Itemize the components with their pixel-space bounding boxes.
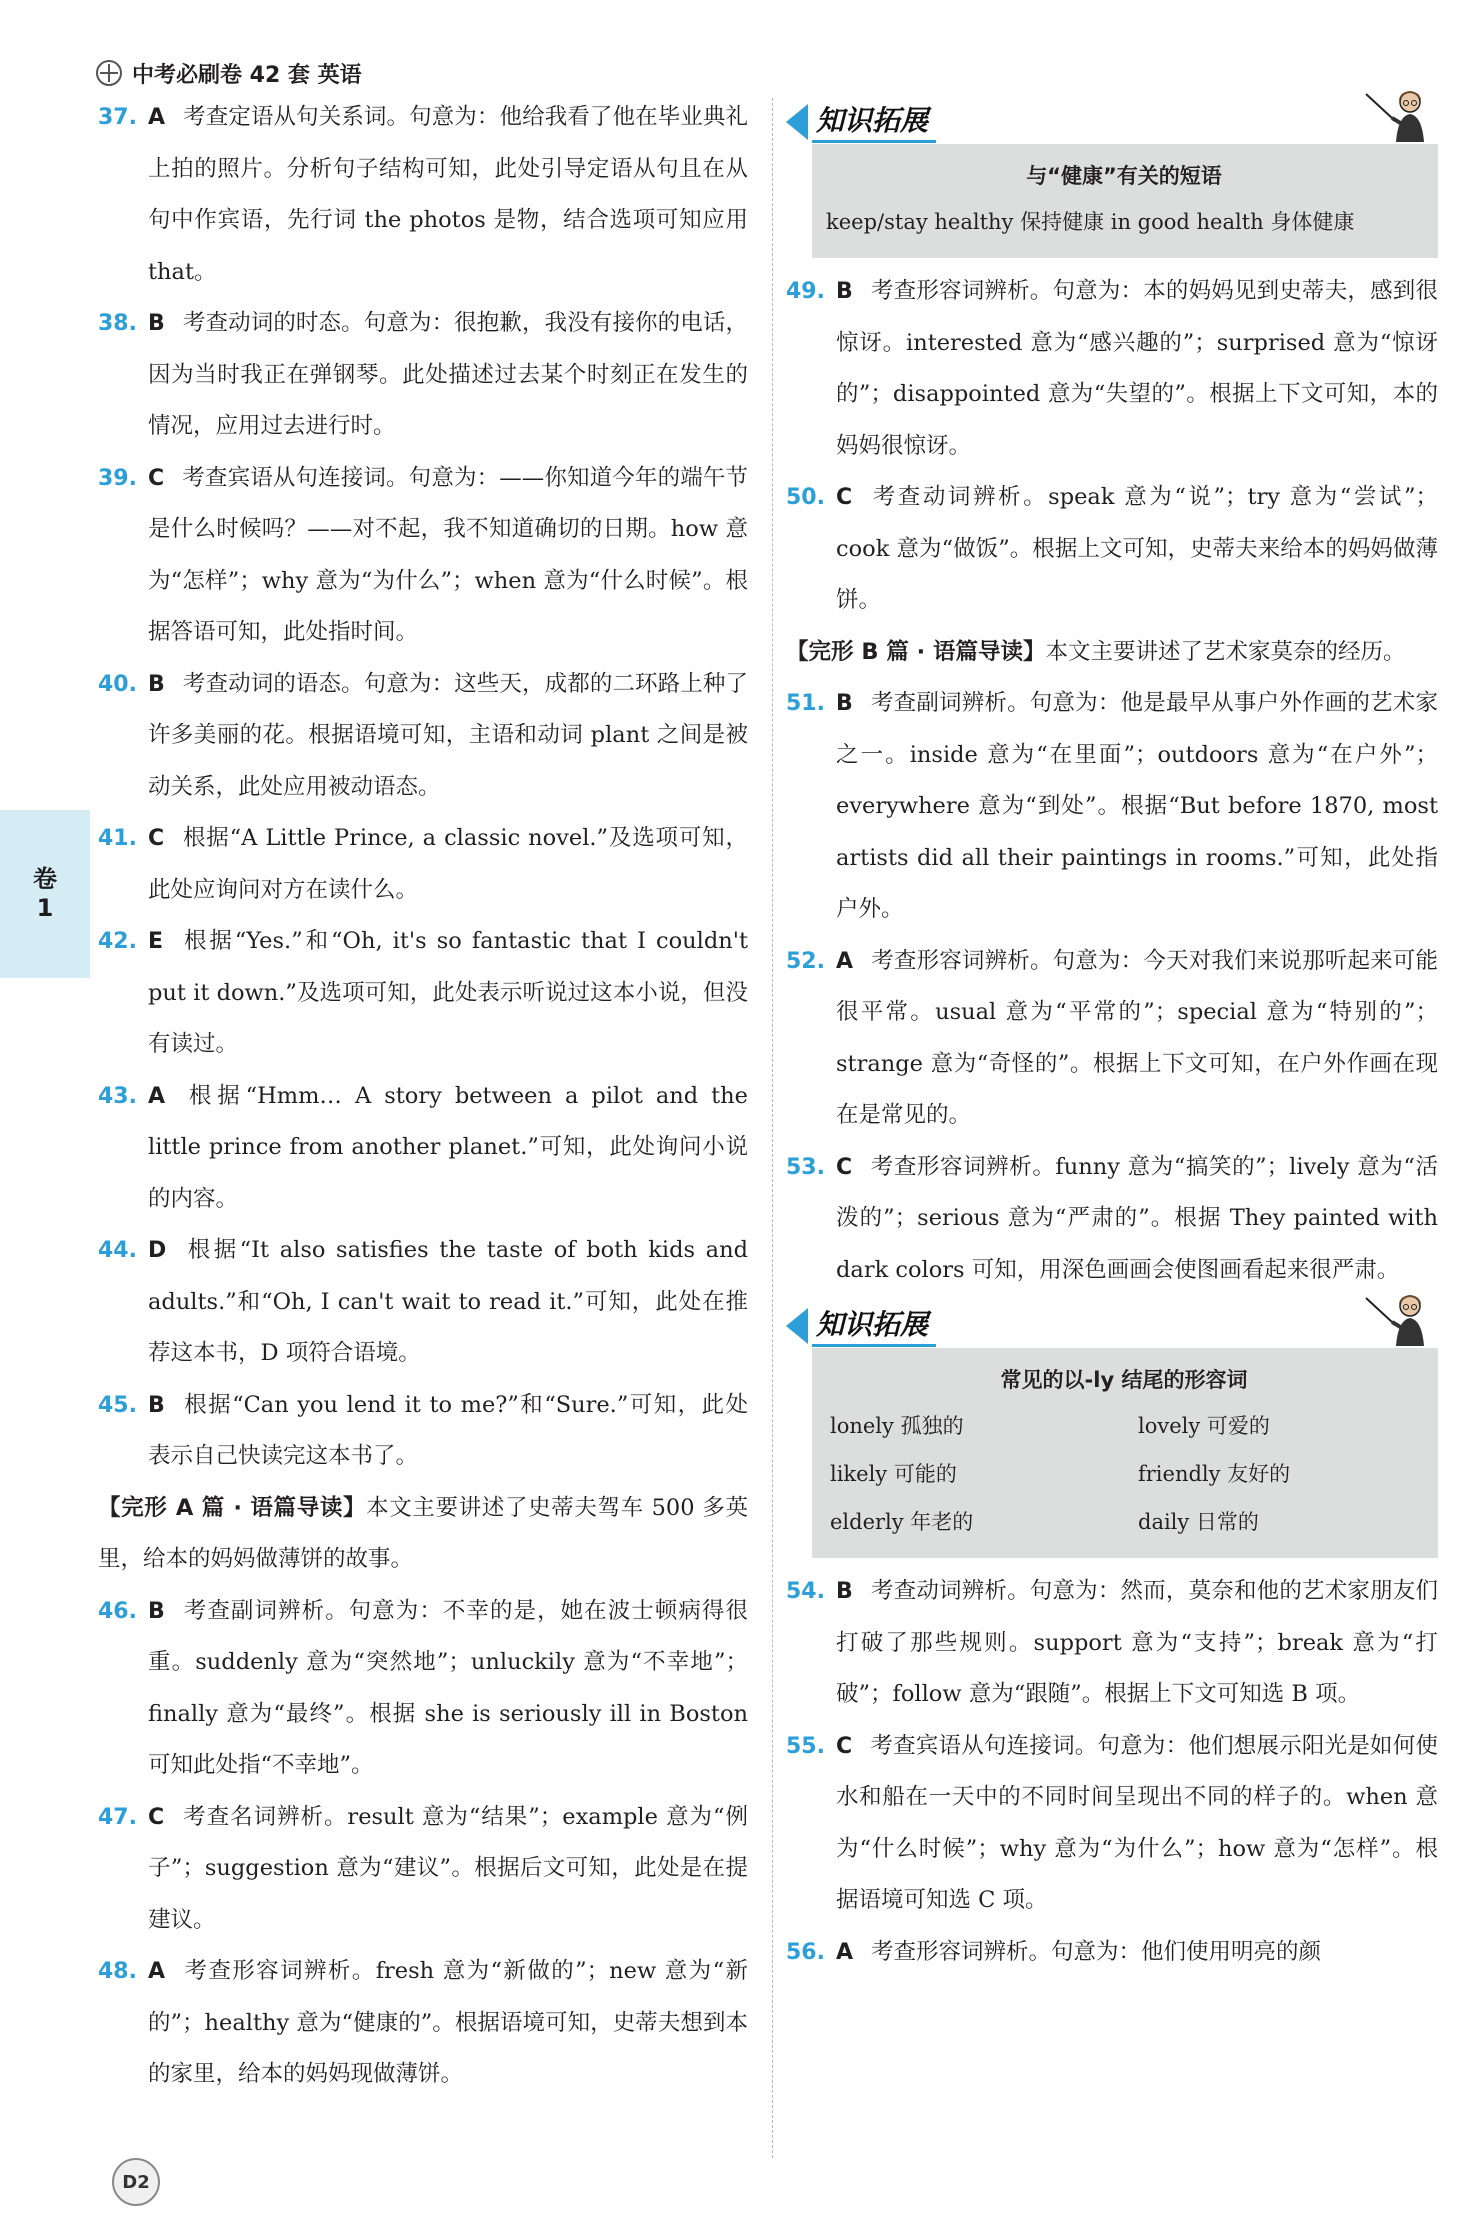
arrow-icon (786, 1308, 808, 1344)
answer-entry (98, 813, 748, 916)
answer-explanation: 考查形容词辨析。句意为：本的妈妈见到史蒂夫，感到很惊讶。interested 意为“感兴趣的”；surprised 意为“惊讶的”；disappointed 意为“失望的”。根据上下文可知，本的妈妈很惊讶。 (836, 278, 1438, 459)
answer-entry (786, 1721, 1438, 1927)
question-number: 53. (786, 1154, 825, 1180)
question-number: 51. (786, 691, 825, 716)
knowledge-word: likely 可能的 (830, 1462, 957, 1486)
question-number: 37. (98, 105, 137, 130)
question-number: 52. (786, 948, 825, 974)
answer-explanation: 根据“Yes.”和“Oh, it's so fantastic that I couldn't put it down.”及选项可知，此处表示听说过这本小说，但没有读过。 (148, 928, 748, 1057)
answer-letter: C (148, 465, 165, 491)
question-number: 41. (98, 826, 137, 851)
answer-entry (786, 1927, 1438, 1979)
answer-letter: B (148, 311, 165, 336)
answer-entry (786, 936, 1438, 1142)
answer-entry (786, 678, 1438, 936)
answer-letter: A (836, 1939, 854, 1965)
question-number: 55. (786, 1733, 825, 1759)
answer-explanation: 考查定语从句关系词。句意为：他给我看了他在毕业典礼上拍的照片。分析句子结构可知，此处引导定语从句且在从句中作宾语，先行词 the photos 是物，结合选项可知应用 that。 (148, 104, 748, 285)
answer-explanation: 考查副词辨析。句意为：不幸的是，她在波士顿病得很重。suddenly 意为“突然地”；unluckily 意为“不幸地”；finally 意为“最终”。根据 she is seriously ill in Boston 可知此处指“不幸地”。 (148, 1597, 748, 1778)
answer-entry (98, 659, 748, 814)
question-number: 47. (98, 1804, 137, 1830)
passage-guide-text: 本文主要讲述了史蒂夫驾车 500 多英里，给本的妈妈做薄饼的故事。 (98, 1494, 748, 1572)
knowledge-word: lonely 孤独的 (830, 1414, 964, 1438)
question-number: 43. (98, 1083, 137, 1109)
question-number: 54. (786, 1579, 825, 1604)
knowledge-box (786, 96, 1438, 258)
answer-letter: A (836, 948, 854, 974)
page-number: D2 (122, 2171, 150, 2193)
knowledge-grid (826, 1402, 1422, 1546)
answer-letter: A (148, 1083, 166, 1109)
knowledge-word: friendly 友好的 (1138, 1462, 1291, 1486)
answer-explanation: 考查形容词辨析。句意为：今天对我们来说那听起来可能很平常。usual 意为“平常的”；special 意为“特别的”；strange 意为“奇怪的”。根据上下文可知，在户外作画在现在是常见的。 (836, 947, 1438, 1128)
knowledge-box-subtitle: 与“健康”有关的短语 (1026, 164, 1222, 188)
knowledge-box-body (812, 1348, 1438, 1558)
answer-explanation: 根据“It also satisfies the taste of both kids and adults.”和“Oh, I can't wait to read it.”可知，此处在推荐这本书，D 项符合语境。 (148, 1237, 748, 1366)
answer-letter: B (148, 1392, 165, 1418)
answer-letter: C (148, 1804, 165, 1830)
question-number: 42. (98, 929, 137, 954)
answer-letter: E (148, 929, 164, 954)
knowledge-word: elderly 年老的 (830, 1510, 974, 1534)
answer-entry (98, 453, 748, 659)
volume-tab-label: 卷 (33, 865, 57, 894)
answer-explanation: 根据“Hmm… A story between a pilot and the little prince from another planet.”可知，此处询问小说的内容。 (148, 1082, 748, 1212)
arrow-icon (786, 104, 808, 140)
answer-entry (786, 1566, 1438, 1721)
answer-entry (786, 1142, 1438, 1297)
knowledge-box-title: 知识拓展 (812, 1306, 936, 1347)
answer-letter: B (836, 279, 853, 304)
answer-entry (786, 472, 1438, 627)
answer-explanation: 考查宾语从句连接词。句意为：——你知道今年的端午节是什么时候吗？——对不起，我不知道确切的日期。how 意为“怎样”；why 意为“为什么”；when 意为“什么时候”。根据答语可知，此处指时间。 (148, 464, 748, 645)
knowledge-box-body (812, 144, 1438, 258)
passage-guide-tag: 【完形 A 篇 · 语篇导读】 (98, 1494, 367, 1521)
passage-guide (98, 1483, 748, 1586)
answer-entry (98, 1225, 748, 1380)
question-number: 50. (786, 485, 825, 510)
header-title: 中考必刷卷 42 套 英语 (132, 62, 362, 88)
question-number: 45. (98, 1392, 137, 1418)
answer-explanation: 考查名词辨析。result 意为“结果”；example 意为“例子”；suggestion 意为“建议”。根据后文可知，此处是在提建议。 (148, 1803, 748, 1933)
knowledge-box-title: 知识拓展 (812, 102, 936, 143)
question-number: 39. (98, 465, 137, 491)
answer-letter: A (148, 105, 166, 130)
answer-letter: B (836, 691, 853, 716)
answer-letter: B (148, 671, 165, 697)
answer-entry (98, 1380, 748, 1483)
column-divider (772, 98, 774, 2158)
volume-tab-number: 1 (36, 894, 54, 922)
answer-letter: C (836, 1154, 853, 1180)
answer-letter: B (148, 1598, 165, 1624)
knowledge-word: lovely 可爱的 (1138, 1414, 1270, 1438)
knowledge-box-header (786, 1300, 1438, 1348)
answer-explanation: 考查形容词辨析。fresh 意为“新做的”；new 意为“新的”；healthy 意为“健康的”。根据语境可知，史蒂夫想到本的家里，给本的妈妈现做薄饼。 (148, 1958, 748, 2087)
knowledge-box-header (786, 96, 1438, 144)
answer-entry (98, 92, 748, 298)
knowledge-box (786, 1300, 1438, 1558)
answer-entry (98, 916, 748, 1071)
teacher-pointer-icon (1362, 84, 1432, 144)
page-number-badge (112, 2158, 160, 2206)
answer-explanation: 考查副词辨析。句意为：他是最早从事户外作画的艺术家之一。inside 意为“在里面”；outdoors 意为“在户外”；everywhere 意为“到处”。根据“But before 1870, most artists did all their paintings in rooms.”可知，此处指户外。 (836, 690, 1438, 922)
answer-explanation: 考查动词辨析。句意为：然而，莫奈和他的艺术家朋友们打破了那些规则。support 意为“支持”；break 意为“打破”；follow 意为“跟随”。根据上下文可知选 B 项。 (836, 1578, 1438, 1707)
answer-explanation: 考查形容词辨析。funny 意为“搞笑的”；lively 意为“活泼的”；serious 意为“严肃的”。根据 They painted with dark colors 可知，用深色画画会使图画看起来很严肃。 (836, 1153, 1438, 1283)
answer-entry (98, 298, 748, 453)
answer-entry (98, 1586, 748, 1792)
answer-entry (98, 1792, 748, 1947)
question-number: 40. (98, 671, 137, 697)
passage-guide-tag: 【完形 B 篇 · 语篇导读】 (786, 638, 1046, 665)
question-number: 56. (786, 1939, 825, 1965)
answer-letter: D (148, 1238, 167, 1263)
volume-tab (0, 810, 90, 978)
answer-letter: C (836, 1733, 853, 1759)
knowledge-word: daily 日常的 (1138, 1510, 1259, 1534)
question-number: 38. (98, 311, 137, 336)
book-logo-icon (96, 60, 122, 86)
answer-entry (786, 266, 1438, 472)
answer-explanation: 考查宾语从句连接词。句意为：他们想展示阳光是如何使水和船在一天中的不同时间呈现出不同的样子的。when 意为“什么时候”；why 意为“为什么”；how 意为“怎样”。根据语境可知选 C 项。 (836, 1732, 1438, 1913)
answer-explanation: 考查动词的时态。句意为：很抱歉，我没有接你的电话，因为当时我正在弹钢琴。此处描述过去某个时刻正在发生的情况，应用过去进行时。 (148, 310, 748, 439)
right-column (786, 92, 1438, 1978)
answer-explanation: 根据“Can you lend it to me?”和“Sure.”可知，此处表示自己快读完这本书了。 (148, 1391, 748, 1469)
page-header (96, 55, 362, 91)
answer-explanation: 考查动词的语态。句意为：这些天，成都的二环路上种了许多美丽的花。根据语境可知，主语和动词 plant 之间是被动关系，此处应用被动语态。 (148, 670, 748, 800)
teacher-pointer-icon (1362, 1288, 1432, 1348)
passage-guide (786, 627, 1438, 679)
left-column (98, 92, 748, 2101)
passage-guide-text: 本文主要讲述了艺术家莫奈的经历。 (1045, 638, 1406, 665)
question-number: 44. (98, 1238, 137, 1263)
knowledge-box-subtitle: 常见的以-ly 结尾的形容词 (1000, 1368, 1248, 1392)
answer-letter: C (148, 826, 165, 851)
answer-letter: B (836, 1579, 853, 1604)
answer-letter: C (836, 485, 853, 510)
answer-explanation: 根据“A Little Prince, a classic novel.”及选项可知，此处应询问对方在读什么。 (148, 825, 748, 903)
answer-letter: A (148, 1959, 166, 1984)
answer-entry (98, 1946, 748, 2101)
answer-entry (98, 1071, 748, 1226)
answer-explanation: 考查动词辨析。speak 意为“说”；try 意为“尝试”；cook 意为“做饭”。根据上文可知，史蒂夫来给本的妈妈做薄饼。 (836, 484, 1438, 613)
knowledge-line: keep/stay healthy 保持健康 in good health 身体健康 (826, 210, 1355, 234)
question-number: 49. (786, 279, 825, 304)
answer-explanation: 考查形容词辨析。句意为：他们使用明亮的颜 (871, 1938, 1322, 1965)
question-number: 46. (98, 1598, 137, 1624)
question-number: 48. (98, 1959, 137, 1984)
